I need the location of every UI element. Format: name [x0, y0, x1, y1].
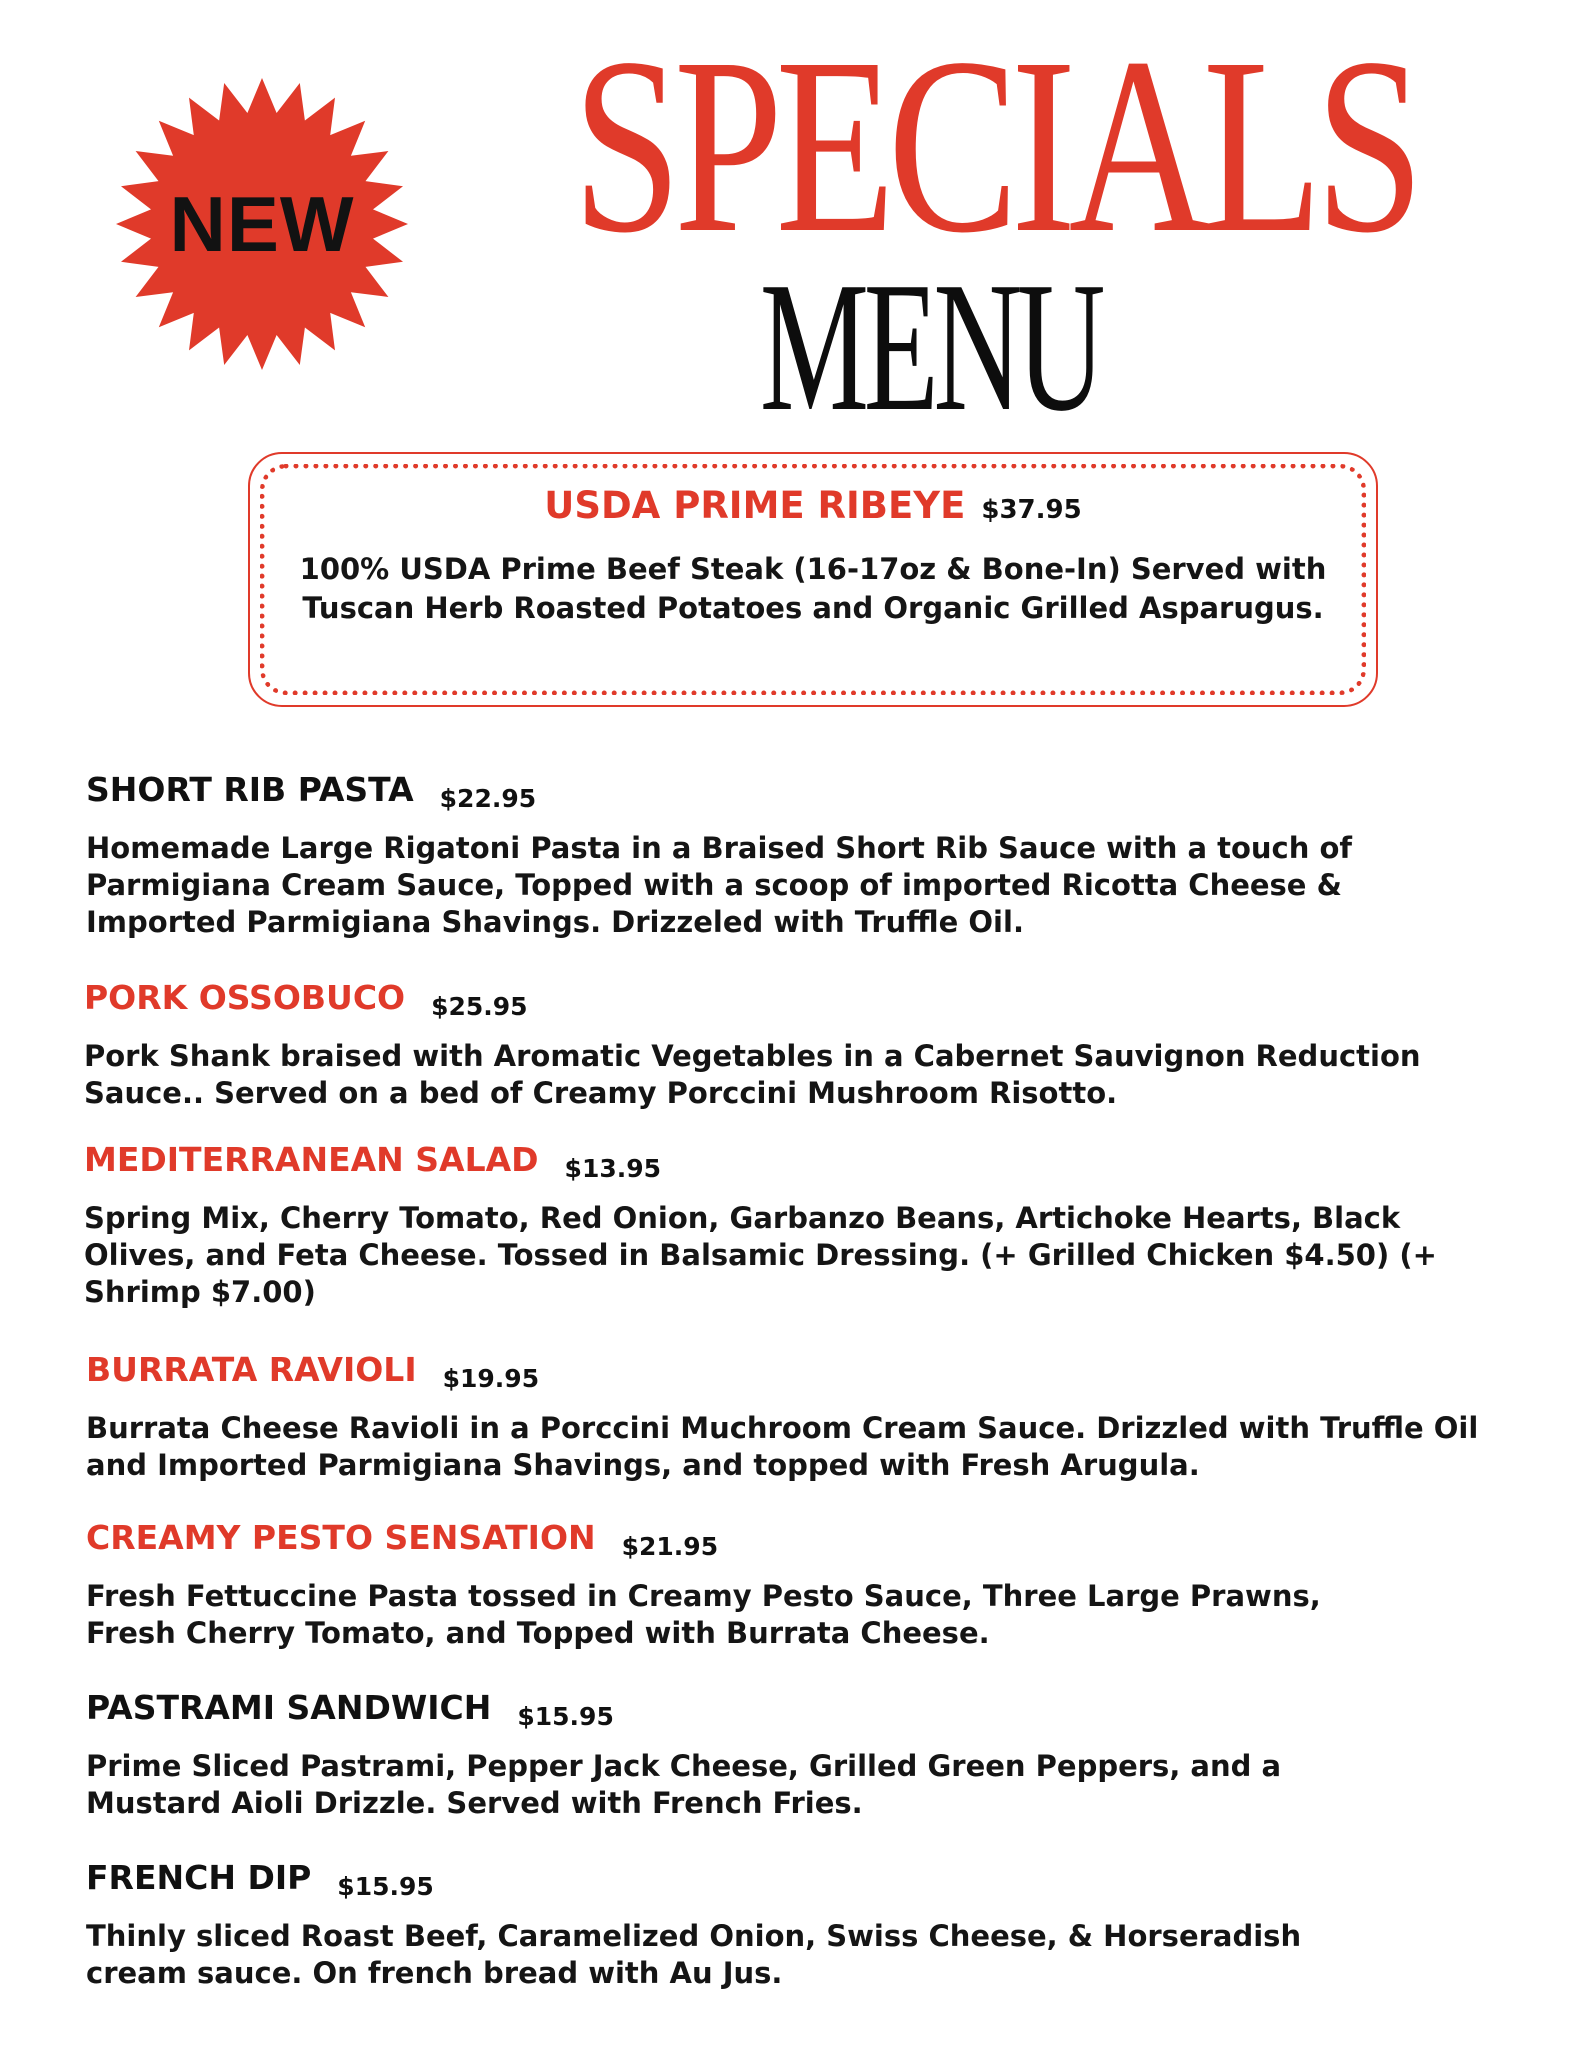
menu-item-price: $22.95	[439, 784, 537, 813]
menu-item-description: Pork Shank braised with Aromatic Vegetables in a Cabernet Sauvignon Reduction Sauce.. Served on a bed of Creamy Porccini Mushroom Risotto.	[84, 1039, 1421, 1110]
menu-item-price: $13.95	[564, 1154, 662, 1183]
menu-item-header	[86, 1688, 1506, 1732]
menu-item	[86, 1518, 1506, 1652]
menu-item-description: Fresh Fettuccine Pasta tossed in Creamy Pesto Sauce, Three Large Prawns, Fresh Cherry Tomato, and Topped with Burrata Cheese.	[86, 1579, 1321, 1650]
menu-item-price: $15.95	[337, 1872, 434, 1901]
menu-item	[86, 1350, 1506, 1484]
menu-item-name: CREAMY PESTO SENSATION	[86, 1518, 596, 1557]
menu-item-price: $25.95	[431, 992, 528, 1021]
menu-item-name: FRENCH DIP	[86, 1858, 312, 1897]
menu-item-header	[84, 978, 1504, 1022]
menu-item	[86, 1858, 1506, 1992]
featured-special-name: USDA PRIME RIBEYE	[544, 484, 966, 527]
menu-item-price: $19.95	[442, 1364, 540, 1393]
featured-special-header	[248, 484, 1378, 527]
menu-item	[84, 978, 1504, 1112]
featured-special-price: $37.95	[981, 495, 1082, 525]
menu-item-name: BURRATA RAVIOLI	[86, 1350, 417, 1389]
menu-item-name: PORK OSSOBUCO	[84, 978, 406, 1017]
menu-title: MENU	[759, 244, 1101, 450]
menu-item-header	[86, 1518, 1506, 1562]
menu-item	[86, 1688, 1506, 1822]
menu-item-description: Thinly sliced Roast Beef, Caramelized Onion, Swiss Cheese, & Horseradish cream sauce. On french bread with Au Jus.	[86, 1919, 1302, 1990]
menu-item-description: Burrata Cheese Ravioli in a Porccini Muchroom Cream Sauce. Drizzled with Truffle Oil and Imported Parmigiana Shavings, and topped with Fresh Arugula.	[86, 1411, 1479, 1482]
menu-item-name: PASTRAMI SANDWICH	[86, 1688, 492, 1727]
menu-item-header	[86, 770, 1506, 814]
menu-item-header	[84, 1140, 1504, 1184]
menu-item-price: $15.95	[517, 1702, 614, 1731]
specials-title: SPECIALS	[572, 5, 1417, 285]
new-badge-label: NEW	[169, 179, 355, 268]
menu-item-description: Spring Mix, Cherry Tomato, Red Onion, Garbanzo Beans, Artichoke Hearts, Black Olives, and Feta Cheese. Tossed in Balsamic Dressing. (+ Grilled Chicken $4.50) (+ Shrimp $7.00)	[84, 1201, 1437, 1309]
menu-item-description: Homemade Large Rigatoni Pasta in a Braised Short Rib Sauce with a touch of Parmigiana Cream Sauce, Topped with a scoop of imported Ricotta Cheese & Imported Parmigiana Shavings. Drizzeled with Truffle Oil.	[86, 831, 1353, 939]
menu-item-price: $21.95	[621, 1532, 719, 1561]
featured-special-description: 100% USDA Prime Beef Steak (16-17oz & Bone-In) Served with Tuscan Herb Roasted Potatoes and Organic Grilled Asparugus.	[299, 552, 1327, 625]
menu-item-header	[86, 1350, 1506, 1394]
menu-item	[84, 1140, 1504, 1311]
menu-item-name: MEDITERRANEAN SALAD	[84, 1140, 539, 1179]
menu-item	[86, 770, 1506, 941]
menu-item-description: Prime Sliced Pastrami, Pepper Jack Cheese, Grilled Green Peppers, and a Mustard Aioli Drizzle. Served with French Fries.	[86, 1749, 1282, 1820]
menu-item-name: SHORT RIB PASTA	[86, 770, 414, 809]
menu-item-header	[86, 1858, 1506, 1902]
